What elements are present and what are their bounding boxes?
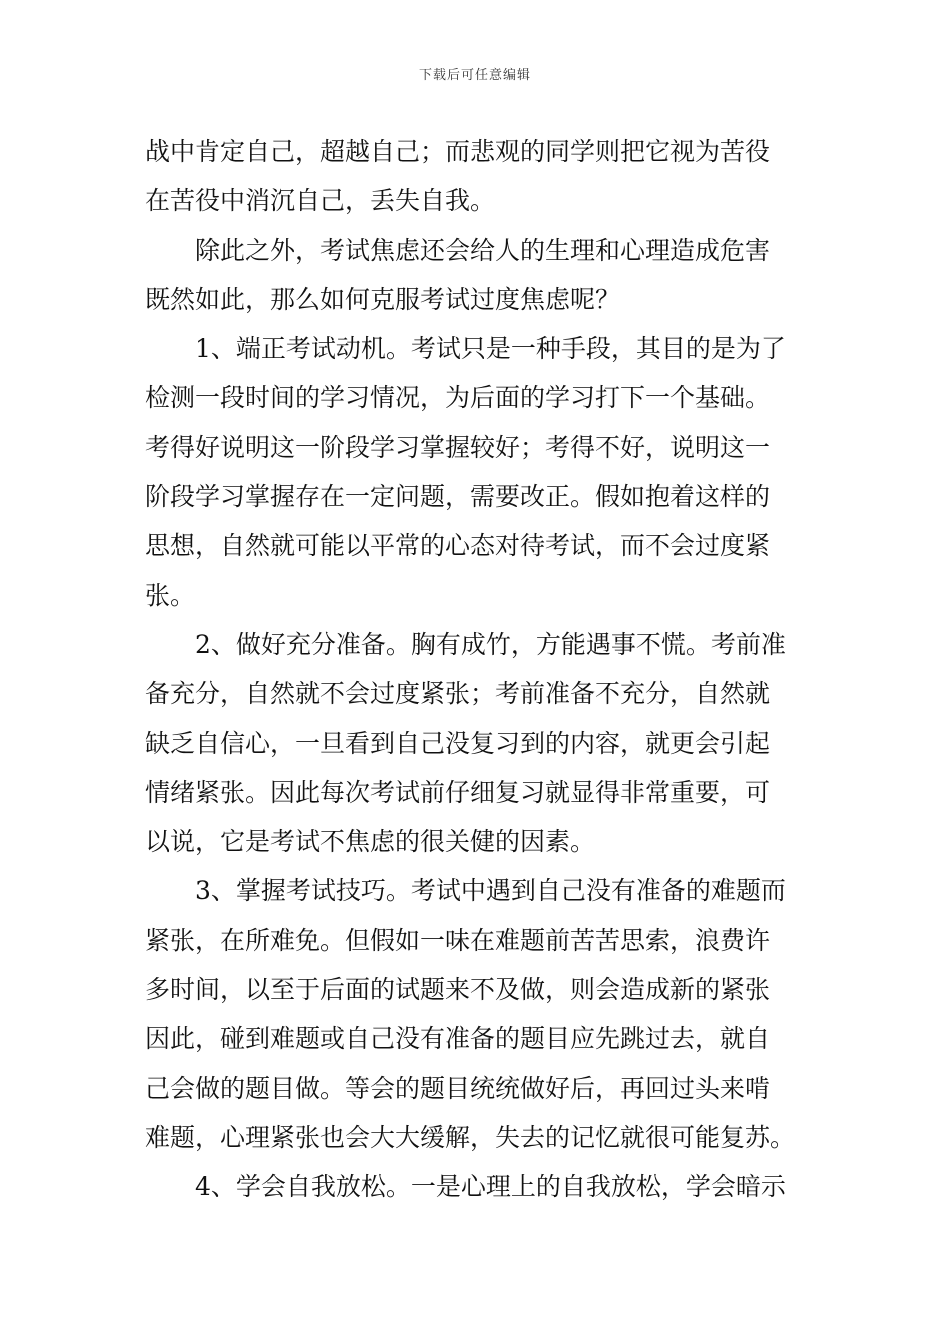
- text-line: 以说，它是考试不焦虑的很关健的因素。: [145, 827, 596, 857]
- text-line: 战中肯定自己，超越自己；而悲观的同学则把它视为苦役: [145, 137, 771, 166]
- paragraph-first-line: 3、掌握考试技巧。考试中遇到自己没有准备的难题而: [195, 876, 786, 906]
- document-body: [145, 127, 810, 1212]
- text-line: 紧张，在所难免。但假如一味在难题前苦苦思索，浪费许: [145, 925, 771, 955]
- text-line: 缺乏自信心，一旦看到自己没复习到的内容，就更会引起: [145, 728, 771, 758]
- text-line: 检测一段时间的学习情况，为后面的学习打下一个基础。: [145, 383, 771, 413]
- page-header: 下载后可任意编辑: [418, 68, 531, 83]
- text-line: 因此，碰到难题或自己没有准备的题目应先跳过去，就自: [145, 1024, 771, 1054]
- text-line: 阶段学习掌握存在一定问题，需要改正。假如抱着这样的: [145, 482, 771, 512]
- paragraph-first-line: 除此之外，考试焦虑还会给人的生理和心理造成危害: [195, 235, 771, 265]
- text-line: 考得好说明这一阶段学习掌握较好；考得不好，说明这一: [145, 432, 771, 462]
- text-line: 思想，自然就可能以平常的心态对待考试，而不会过度紧: [145, 531, 771, 561]
- text-line: 张。: [145, 580, 196, 610]
- text-line: 备充分，自然就不会过度紧张；考前准备不充分，自然就: [145, 679, 771, 709]
- text-line: 情绪紧张。因此每次考试前仔细复习就显得非常重要，可: [145, 777, 771, 807]
- text-line: 己会做的题目做。等会的题目统统做好后，再回过头来啃: [145, 1073, 771, 1103]
- text-line: 既然如此，那么如何克服考试过度焦虑呢？: [145, 284, 621, 314]
- paragraph-first-line: 4、学会自我放松。一是心理上的自我放松，学会暗示: [195, 1172, 786, 1202]
- text-line: 多时间，以至于后面的试题来不及做，则会造成新的紧张: [145, 975, 771, 1005]
- paragraph-first-line: 2、做好充分准备。胸有成竹，方能遇事不慌。考前准: [195, 629, 786, 659]
- text-line: 在苦役中消沉自己，丢失自我。: [145, 186, 496, 216]
- text-line: 难题，心理紧张也会大大缓解，失去的记忆就很可能复苏。: [145, 1122, 796, 1152]
- paragraph-first-line: 1、端正考试动机。考试只是一种手段，其目的是为了: [195, 334, 786, 364]
